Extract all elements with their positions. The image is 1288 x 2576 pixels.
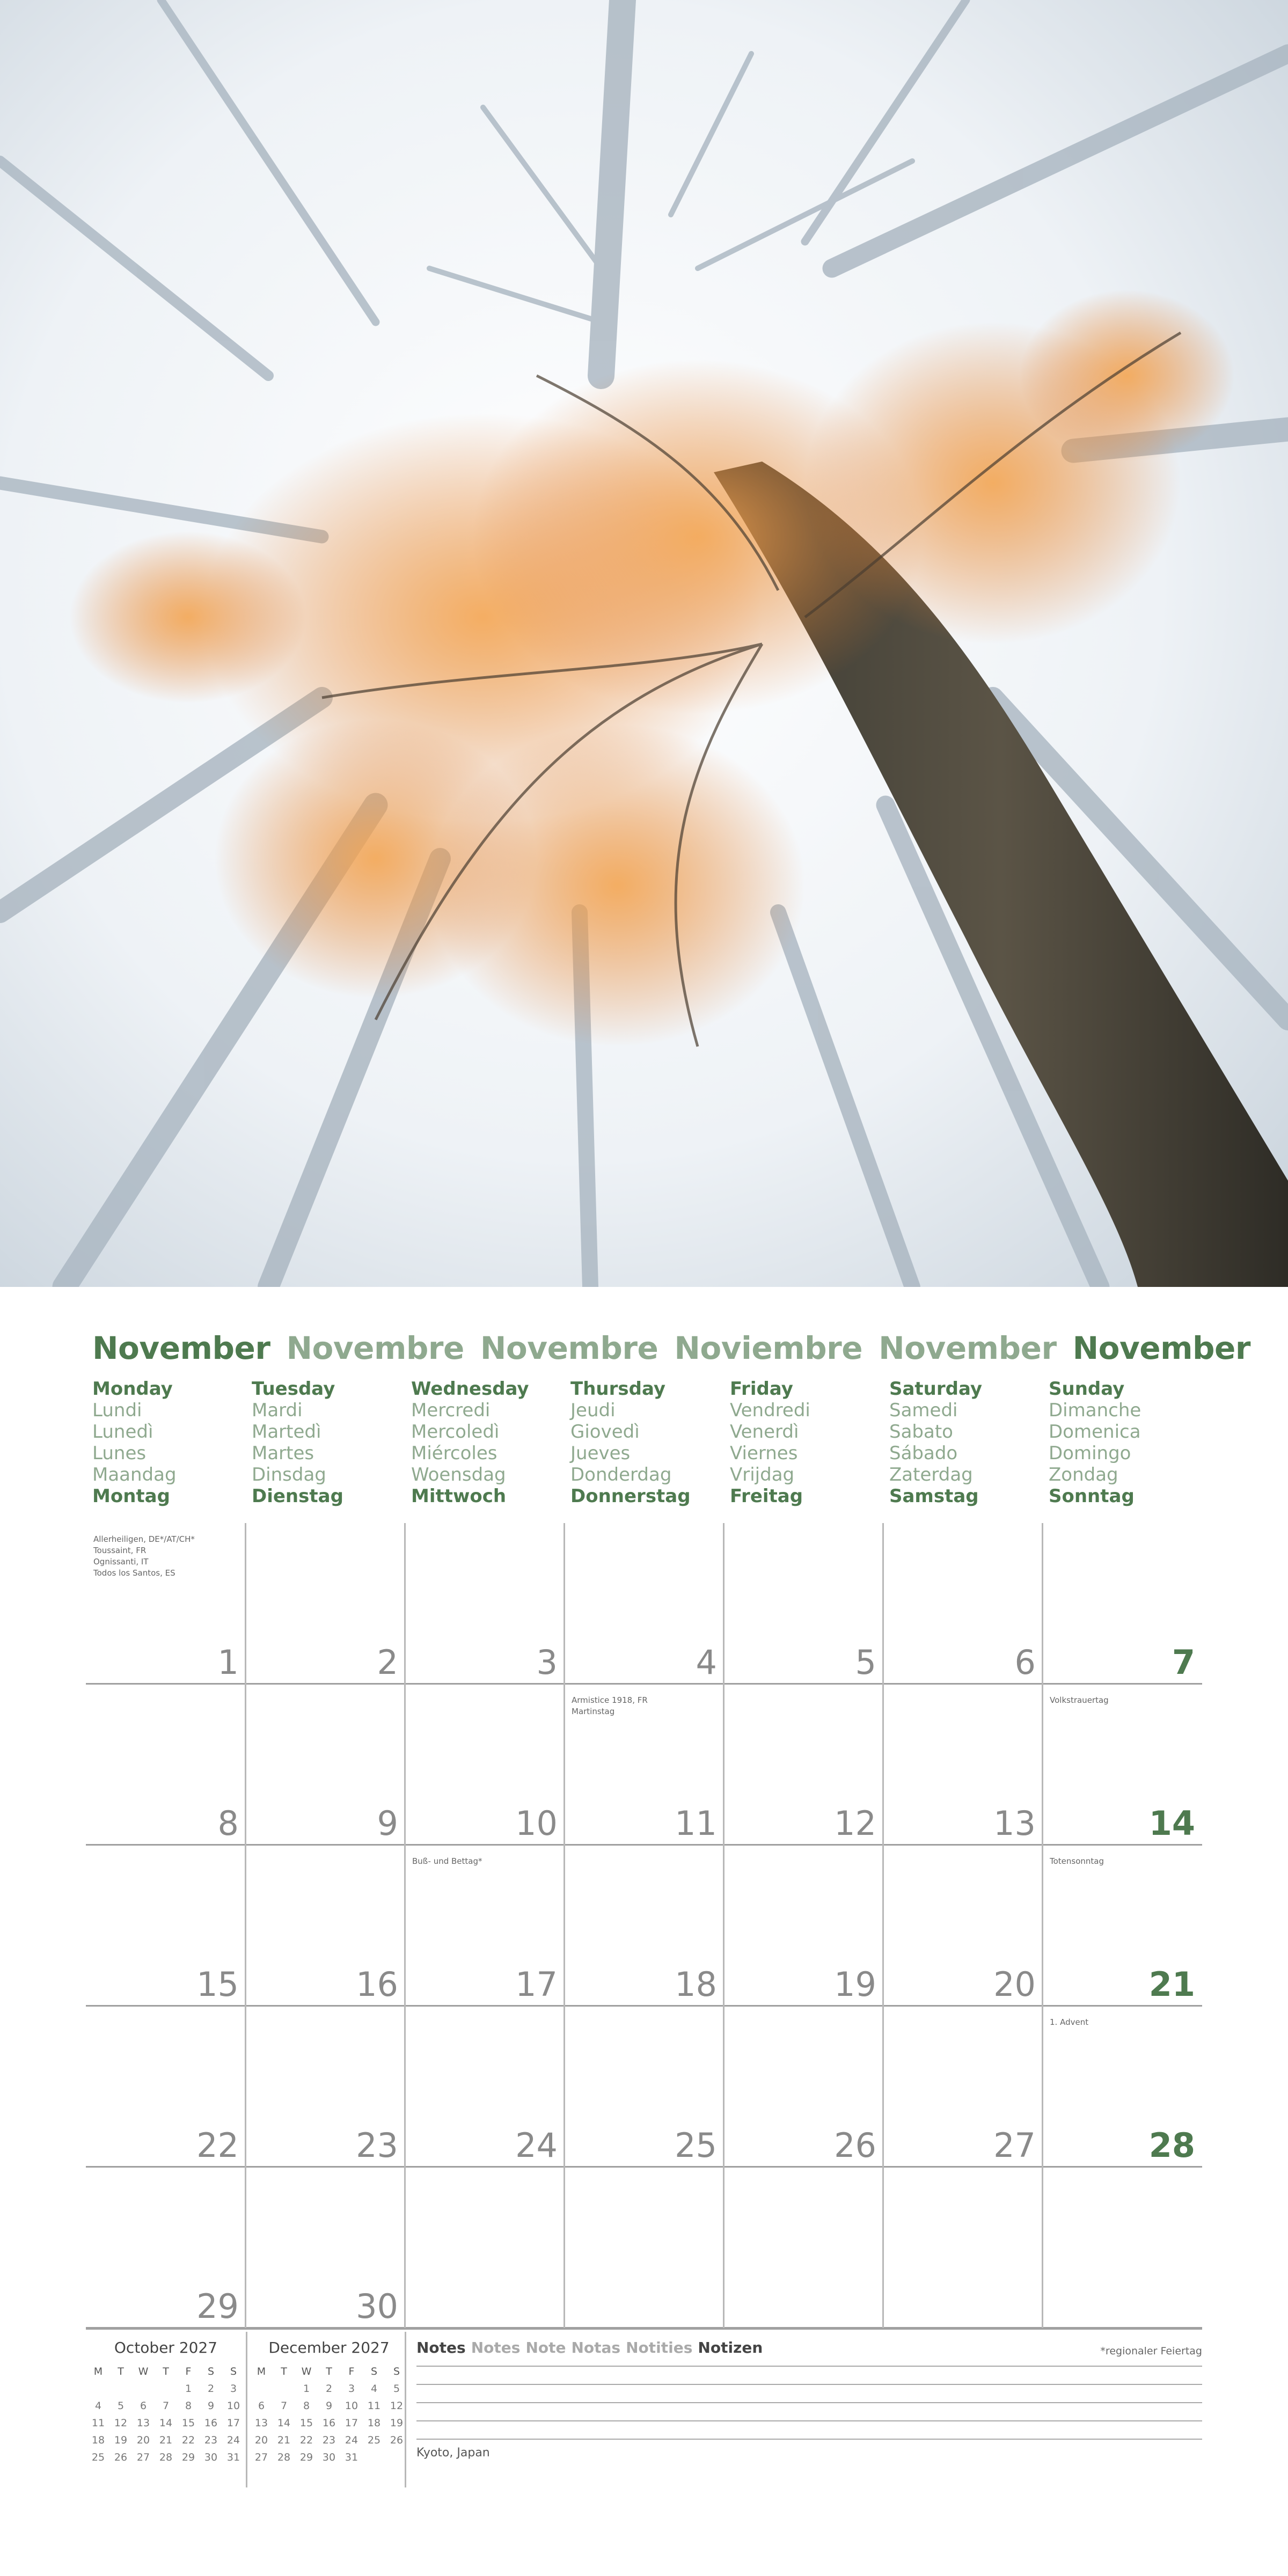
day-number: 6 (1014, 1643, 1036, 1682)
weekday-label: Mercoledì (411, 1421, 500, 1443)
weekday-header (1049, 1378, 1204, 1507)
mini-day: 30 (204, 2451, 218, 2463)
mini-day: 5 (393, 2383, 400, 2395)
mini-weekday-header: W (138, 2366, 149, 2377)
weekday-label: Martes (252, 1443, 314, 1464)
day-cell[interactable] (564, 1523, 723, 1684)
day-cell (564, 2167, 723, 2328)
day-cell[interactable] (405, 2006, 564, 2167)
grid-row-line (86, 1844, 1202, 1846)
day-number: 3 (536, 1643, 558, 1682)
mini-day: 10 (226, 2400, 240, 2412)
day-number: 17 (515, 1965, 558, 2004)
holiday-note: Buß- und Bettag* (412, 1856, 482, 1866)
mini-day: 17 (226, 2417, 240, 2429)
weekday-header (730, 1378, 885, 1507)
weekday-header (570, 1378, 726, 1507)
mini-day: 23 (322, 2434, 336, 2446)
mini-day: 27 (136, 2451, 150, 2463)
holiday-note: Totensonntag (1050, 1856, 1104, 1866)
mini-day: 8 (303, 2400, 310, 2412)
day-cell[interactable] (245, 1684, 405, 1845)
mini-day: 12 (390, 2400, 404, 2412)
weekday-label: Lundi (92, 1400, 142, 1421)
month-name: Noviembre (674, 1330, 863, 1366)
mini-day: 18 (91, 2434, 105, 2446)
mini-day: 31 (345, 2451, 358, 2463)
mini-day: 2 (325, 2383, 333, 2395)
day-number: 9 (377, 1804, 398, 1843)
weekday-label: Thursday (570, 1378, 666, 1400)
cover-photo (0, 0, 1288, 1287)
mini-day: 24 (345, 2434, 358, 2446)
day-number: 11 (675, 1804, 717, 1843)
mini-day: 4 (370, 2383, 378, 2395)
weekday-label: Montag (92, 1485, 170, 1507)
mini-weekday-header: T (163, 2366, 169, 2377)
weekday-label: Maandag (92, 1464, 177, 1485)
mini-day (273, 2380, 295, 2397)
day-cell (883, 2167, 1042, 2328)
weekday-label: Tuesday (252, 1378, 335, 1400)
grid-row-line (86, 2005, 1202, 2007)
mini-weekday-header: S (370, 2366, 378, 2377)
weekday-header (92, 1378, 248, 1507)
day-number: 21 (1148, 1965, 1195, 2004)
mini-day: 11 (367, 2400, 381, 2412)
mini-weekday-header: S (393, 2366, 400, 2377)
weekday-label: Jueves (570, 1443, 631, 1464)
day-cell[interactable] (564, 1684, 723, 1845)
weekday-label: Jeudi (570, 1400, 616, 1421)
weekday-label: Mardi (252, 1400, 303, 1421)
day-number: 28 (1148, 2126, 1195, 2165)
day-number: 24 (515, 2126, 558, 2165)
weekday-label: Miércoles (411, 1443, 497, 1464)
notes-label: Notes (471, 2339, 521, 2357)
mini-weekday-header: F (185, 2366, 192, 2377)
mini-day: 20 (254, 2434, 268, 2446)
mini-separator-1 (246, 2332, 247, 2487)
day-cell (723, 2167, 883, 2328)
day-number: 8 (217, 1804, 239, 1843)
mini-day: 16 (322, 2417, 336, 2429)
mini-day: 19 (114, 2434, 128, 2446)
day-number: 18 (675, 1965, 717, 2004)
mini-day: 10 (345, 2400, 358, 2412)
mini-day: 1 (185, 2383, 192, 2395)
day-cell[interactable] (723, 2006, 883, 2167)
weekday-label: Dimanche (1049, 1400, 1141, 1421)
day-cell[interactable] (723, 1523, 883, 1684)
holiday-note: 1. Advent (1050, 2017, 1089, 2027)
mini-day (363, 2449, 385, 2466)
mini-day (250, 2380, 273, 2397)
day-cell[interactable] (405, 1523, 564, 1684)
weekday-label: Lunedì (92, 1421, 153, 1443)
mini-day (87, 2380, 109, 2397)
day-cell[interactable] (245, 1845, 405, 2006)
notes-labels (416, 2339, 1205, 2357)
month-name: November (92, 1330, 270, 1366)
day-cell[interactable] (883, 2006, 1042, 2167)
mini-day: 17 (345, 2417, 358, 2429)
day-number: 7 (1172, 1643, 1195, 1682)
day-number: 2 (377, 1643, 398, 1682)
day-cell[interactable] (245, 2167, 405, 2328)
mini-day: 29 (299, 2451, 313, 2463)
mini-separator-2 (405, 2332, 406, 2487)
mini-weekday-header: S (207, 2366, 215, 2377)
mini-day: 29 (181, 2451, 195, 2463)
weekday-label: Wednesday (411, 1378, 529, 1400)
mini-day: 11 (91, 2417, 105, 2429)
mini-day: 5 (117, 2400, 125, 2412)
mini-day: 15 (181, 2417, 195, 2429)
mini-day: 24 (226, 2434, 240, 2446)
weekday-label: Viernes (730, 1443, 798, 1464)
grid-col-line (723, 1523, 724, 2328)
day-cell[interactable] (86, 1684, 245, 1845)
mini-day: 9 (325, 2400, 333, 2412)
weekday-label: Friday (730, 1378, 793, 1400)
mini-day: 26 (114, 2451, 128, 2463)
day-number: 29 (196, 2287, 239, 2326)
day-number: 1 (217, 1643, 239, 1682)
regional-holiday-footnote: *regionaler Feiertag (1100, 2345, 1202, 2357)
day-cell[interactable] (883, 1684, 1042, 1845)
mini-calendar (87, 2339, 245, 2466)
mini-weekday-header: S (230, 2366, 237, 2377)
notes-label: Notes (416, 2339, 466, 2357)
day-cell[interactable] (245, 1523, 405, 1684)
day-cell[interactable] (86, 1845, 245, 2006)
mini-calendar (250, 2339, 408, 2466)
month-name: November (1072, 1330, 1250, 1366)
day-cell[interactable] (405, 1684, 564, 1845)
day-cell[interactable] (883, 1845, 1042, 2006)
grid-col-line (404, 1523, 406, 2328)
weekday-label: Zaterdag (889, 1464, 973, 1485)
notes-label: Notas (571, 2339, 621, 2357)
day-number: 15 (196, 1965, 239, 2004)
mini-day: 2 (207, 2383, 215, 2395)
weekday-label: Saturday (889, 1378, 983, 1400)
calendar-grid (86, 1523, 1202, 2328)
day-cell[interactable] (245, 2006, 405, 2167)
mini-day: 13 (254, 2417, 268, 2429)
day-number: 13 (993, 1804, 1036, 1843)
notes-line (416, 2439, 1202, 2440)
mini-day: 14 (277, 2417, 291, 2429)
mini-day: 6 (258, 2400, 265, 2412)
weekday-label: Vendredi (730, 1400, 810, 1421)
weekday-label: Freitag (730, 1485, 803, 1507)
day-cell[interactable] (86, 2006, 245, 2167)
grid-col-line (882, 1523, 884, 2328)
mini-day: 12 (114, 2417, 128, 2429)
weekday-label: Donnerstag (570, 1485, 691, 1507)
weekday-label: Mittwoch (411, 1485, 507, 1507)
day-cell[interactable] (405, 1845, 564, 2006)
day-cell[interactable] (564, 1845, 723, 2006)
day-number: 23 (356, 2126, 398, 2165)
mini-weekday-header: M (93, 2366, 103, 2377)
mini-day: 8 (185, 2400, 192, 2412)
holiday-note: Allerheiligen, DE*/AT/CH* Toussaint, FR Ognissanti, IT Todos los Santos, ES (93, 1534, 195, 1578)
notes-label: Notizen (698, 2339, 763, 2357)
weekday-header (411, 1378, 567, 1507)
mini-day: 7 (162, 2400, 170, 2412)
notes-section (416, 2339, 1205, 2460)
day-number: 5 (855, 1643, 876, 1682)
weekday-label: Sabato (889, 1421, 953, 1443)
day-number: 26 (834, 2126, 876, 2165)
mini-day: 21 (277, 2434, 291, 2446)
day-number: 14 (1148, 1804, 1195, 1843)
holiday-note: Volkstrauertag (1050, 1695, 1109, 1705)
weekday-label: Dinsdag (252, 1464, 326, 1485)
mini-weekday-header: T (326, 2366, 332, 2377)
mini-weekday-header: W (301, 2366, 312, 2377)
weekday-label: Vrijdag (730, 1464, 795, 1485)
weekday-label: Sunday (1049, 1378, 1125, 1400)
grid-col-line (1042, 1523, 1043, 2328)
grid-row-line (86, 1683, 1202, 1685)
mini-day: 26 (390, 2434, 404, 2446)
weekday-label: Martedì (252, 1421, 321, 1443)
mini-day: 6 (140, 2400, 147, 2412)
day-cell[interactable] (564, 2006, 723, 2167)
weekday-label: Mercredi (411, 1400, 491, 1421)
month-name: Novembre (480, 1330, 658, 1366)
day-number: 16 (356, 1965, 398, 2004)
day-cell[interactable] (86, 2167, 245, 2328)
day-number: 12 (834, 1804, 876, 1843)
day-cell[interactable] (883, 1523, 1042, 1684)
mini-day: 9 (207, 2400, 215, 2412)
day-cell (1042, 2167, 1202, 2328)
notes-line (416, 2420, 1202, 2421)
day-number: 10 (515, 1804, 558, 1843)
weekday-header (889, 1378, 1045, 1507)
mini-calendar-title: October 2027 (114, 2339, 218, 2357)
mini-day: 22 (299, 2434, 313, 2446)
mini-day: 28 (277, 2451, 291, 2463)
mini-day: 27 (254, 2451, 268, 2463)
weekday-label: Sonntag (1049, 1485, 1135, 1507)
photo-caption: Kyoto, Japan (416, 2446, 490, 2460)
notes-label: Notities (626, 2339, 693, 2357)
mini-day: 28 (159, 2451, 173, 2463)
mini-day: 18 (367, 2417, 381, 2429)
weekday-label: Samstag (889, 1485, 979, 1507)
mini-day (109, 2380, 132, 2397)
day-number: 4 (696, 1643, 717, 1682)
weekday-label: Sábado (889, 1443, 958, 1464)
day-number: 25 (675, 2126, 717, 2165)
month-name: November (879, 1330, 1057, 1366)
bottom-border (86, 2328, 1202, 2330)
mini-day: 3 (348, 2383, 355, 2395)
day-cell[interactable] (1042, 1684, 1202, 1845)
weekday-label: Monday (92, 1378, 173, 1400)
grid-row-line (86, 2166, 1202, 2168)
mini-day: 20 (136, 2434, 150, 2446)
weekday-label: Woensdag (411, 1464, 506, 1485)
weekday-label: Donderdag (570, 1464, 672, 1485)
day-cell[interactable] (723, 1684, 883, 1845)
mini-weekday-header: F (348, 2366, 355, 2377)
day-cell[interactable] (1042, 1845, 1202, 2006)
mini-calendar-title: December 2027 (268, 2339, 390, 2357)
weekday-header (252, 1378, 407, 1507)
day-number: 30 (356, 2287, 398, 2326)
mini-weekday-header: T (281, 2366, 287, 2377)
mini-day: 14 (159, 2417, 173, 2429)
grid-col-line (564, 1523, 565, 2328)
mini-day: 23 (204, 2434, 218, 2446)
mini-day: 30 (322, 2451, 336, 2463)
day-cell[interactable] (1042, 1523, 1202, 1684)
notes-label: Note (525, 2339, 566, 2357)
weekday-label: Lunes (92, 1443, 147, 1464)
mini-day: 1 (303, 2383, 310, 2395)
day-cell[interactable] (1042, 2006, 1202, 2167)
mini-weekday-header: M (257, 2366, 266, 2377)
weekday-label: Giovedì (570, 1421, 640, 1443)
weekday-label: Dienstag (252, 1485, 343, 1507)
notes-line (416, 2366, 1202, 2367)
mini-day: 16 (204, 2417, 218, 2429)
mini-day: 13 (136, 2417, 150, 2429)
month-name: Novembre (286, 1330, 464, 1366)
mini-day: 21 (159, 2434, 173, 2446)
weekday-label: Domenica (1049, 1421, 1141, 1443)
day-number: 22 (196, 2126, 239, 2165)
mini-day: 7 (280, 2400, 288, 2412)
mini-day (132, 2380, 155, 2397)
weekday-label: Domingo (1049, 1443, 1131, 1464)
day-number: 19 (834, 1965, 876, 2004)
mini-day: 15 (299, 2417, 313, 2429)
day-cell[interactable] (723, 1845, 883, 2006)
mini-weekday-header: T (118, 2366, 124, 2377)
weekday-label: Samedi (889, 1400, 958, 1421)
mini-day: 4 (94, 2400, 102, 2412)
day-number: 20 (993, 1965, 1036, 2004)
notes-line (416, 2384, 1202, 2385)
holiday-note: Armistice 1918, FR Martinstag (572, 1695, 648, 1716)
day-cell (405, 2167, 564, 2328)
month-title-row (92, 1330, 1250, 1373)
mini-day: 22 (181, 2434, 195, 2446)
mini-day: 19 (390, 2417, 404, 2429)
notes-line (416, 2402, 1202, 2403)
weekday-label: Zondag (1049, 1464, 1118, 1485)
mini-day: 25 (367, 2434, 381, 2446)
day-number: 27 (993, 2126, 1036, 2165)
mini-day: 31 (226, 2451, 240, 2463)
mini-day: 3 (230, 2383, 237, 2395)
mini-day: 25 (91, 2451, 105, 2463)
mini-day (155, 2380, 177, 2397)
weekday-label: Venerdì (730, 1421, 799, 1443)
day-cell[interactable] (86, 1523, 245, 1684)
grid-col-line (245, 1523, 246, 2328)
